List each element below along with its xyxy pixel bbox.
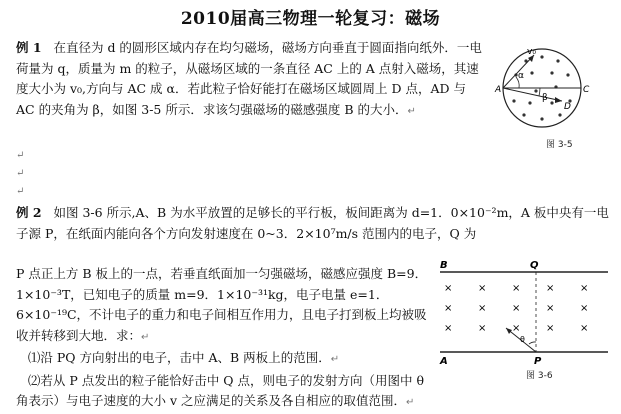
- cross-mark: ×: [444, 283, 453, 294]
- cross-mark: ×: [444, 323, 453, 334]
- label-beta: β: [542, 93, 548, 103]
- label-theta: θ: [520, 335, 525, 344]
- label-alpha: α: [518, 71, 524, 81]
- figure-3-5: [494, 43, 606, 153]
- label-v0: v₀: [527, 47, 536, 57]
- figure-3-6: [430, 258, 610, 383]
- return-mark-icon: ↵: [407, 105, 416, 117]
- example-2-text-top: [16, 203, 616, 244]
- cross-mark: ×: [478, 283, 487, 294]
- cross-mark: ×: [546, 303, 555, 314]
- cross-mark: ×: [478, 323, 487, 334]
- return-mark-icon: ↵: [16, 150, 25, 161]
- cross-mark: ×: [512, 303, 521, 314]
- label-a: A: [495, 85, 502, 95]
- cross-mark: ×: [478, 303, 487, 314]
- return-mark-icon: ↵: [406, 397, 415, 408]
- example-2-body-top: 如图 3-6 所示,A、B 为水平放置的足够长的平行板，板间距离为 d=1．0×10⁻²m，A 板中央有一电子源 P，在纸面内能向各个方向发射速度在 0~3．2×10⁷m/s 范围内的电子，Q 为: [16, 205, 609, 241]
- cross-mark: ×: [580, 323, 589, 334]
- cross-mark: ×: [546, 283, 555, 294]
- example-1-label: 例 1: [16, 40, 42, 55]
- page-title: 2010届高三物理一轮复习：磁场: [180, 9, 441, 29]
- field-crosses: [444, 283, 588, 334]
- example-2-question-1: ⑴沿 PQ 方向射出的电子，击中 A、B 两板上的范围．: [27, 350, 331, 365]
- cross-mark: ×: [444, 303, 453, 314]
- example-2-body-bottom: P 点正上方 B 板上的一点，若垂直纸面加一匀强磁场，磁感应强度 B=9．1×10⁻³T，已知电子的质量 m=9．1×10⁻³¹kg，电子电量 e=1．6×10⁻¹⁹C，不计电子的重力和电子间相互作用力，且电子打到板上均被吸收并转移到大地．求：: [16, 266, 428, 343]
- figure-3-5-caption: 图 3-5: [546, 140, 573, 150]
- example-1-body: 在直径为 d 的圆形区域内存在均匀磁场，磁场方向垂直于圆面指向纸外．一电荷量为 q，质量为 m 的粒子，从磁场区域的一条直径 AC 上的 A 点射入磁场，其速度大小为 v₀,方向与 AC 成 α．若此粒子恰好能打在磁场区域圆周上 D 点，AD 与 AC 的夹角为 β，如图 3-5 所示．求该匀强磁场的磁感强度 B 的大小．: [16, 40, 482, 117]
- cross-mark: ×: [512, 323, 521, 334]
- label-q: Q: [530, 260, 539, 271]
- label-b: B: [440, 260, 448, 271]
- return-mark-icon: ↵: [16, 186, 25, 197]
- example-2-text-bottom: [16, 264, 431, 414]
- example-2-question-2: ⑵若从 P 点发出的粒子能恰好击中 Q 点，则电子的发射方向（用图中 θ 角表示）与电子速度的大小 v 之应满足的关系及各自相应的取值范围．: [16, 372, 424, 408]
- return-mark-icon: ↵: [16, 168, 25, 179]
- return-mark-icon: ↵: [330, 354, 340, 365]
- label-d: D: [564, 102, 571, 112]
- cross-mark: ×: [580, 303, 589, 314]
- label-c: C: [583, 85, 590, 95]
- example-2-label: 例 2: [16, 205, 42, 220]
- figure-3-6-caption: 图 3-6: [526, 371, 553, 381]
- label-a: A: [440, 356, 448, 367]
- return-mark-icon: ↵: [141, 331, 150, 343]
- example-1-text: [16, 38, 486, 122]
- cross-mark: ×: [512, 283, 521, 294]
- line-ad: [503, 88, 562, 101]
- label-p: P: [534, 356, 542, 367]
- cross-mark: ×: [580, 283, 589, 294]
- cross-mark: ×: [546, 323, 555, 334]
